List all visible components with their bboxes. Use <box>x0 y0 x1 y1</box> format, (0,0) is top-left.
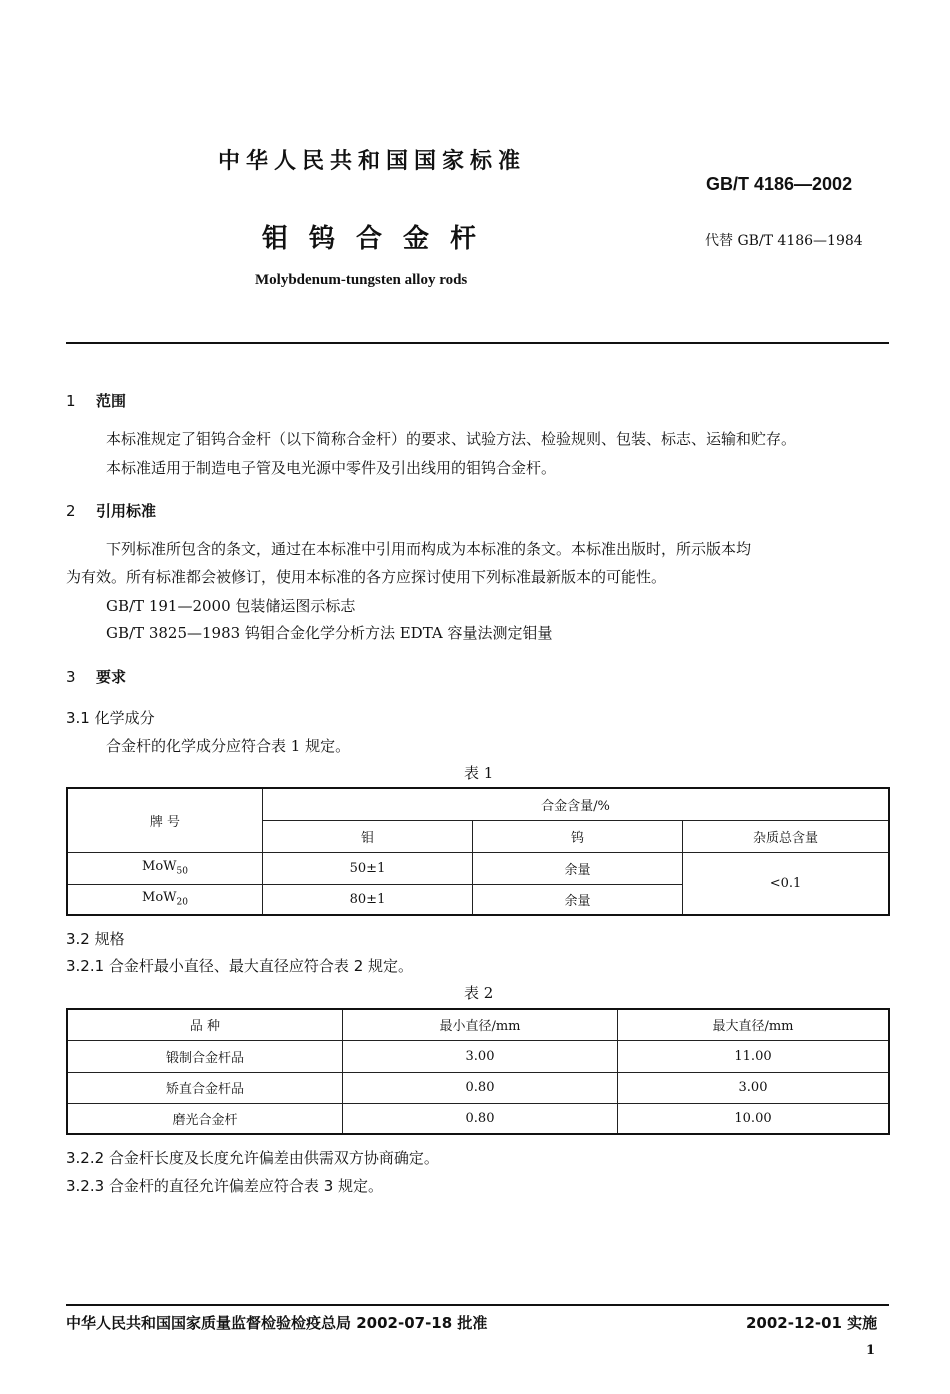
reference-item: GB/T 3825—1983 钨钼合金化学分析方法 EDTA 容量法测定钼量 <box>106 624 553 642</box>
w-cell: 余量 <box>473 852 683 884</box>
min-cell: 0.80 <box>343 1103 618 1134</box>
subsection-heading: 3.2 规格 <box>66 930 125 948</box>
section-title: 引用标准 <box>96 502 157 520</box>
section-title: 范围 <box>96 392 127 410</box>
header-divider <box>66 342 889 344</box>
impurity-cell: <0.1 <box>683 852 890 915</box>
header-variety: 品 种 <box>67 1009 343 1040</box>
document-title: 钼钨合金杆 <box>262 224 498 254</box>
section-1-heading <box>66 390 126 411</box>
min-cell: 3.00 <box>343 1040 618 1072</box>
paragraph: 合金杆的化学成分应符合表 1 规定。 <box>106 737 351 755</box>
table-row <box>67 1072 889 1103</box>
table-row <box>67 1040 889 1072</box>
subsection-heading: 3.2.3 合金杆的直径允许偏差应符合表 3 规定。 <box>66 1177 384 1195</box>
paragraph: 下列标准所包含的条文，通过在本标准中引用而构成为本标准的条文。本标准出版时，所示版本均 <box>106 540 752 558</box>
variety-cell: 矫直合金杆品 <box>67 1072 343 1103</box>
w-cell: 余量 <box>473 884 683 915</box>
page-number: 1 <box>866 1343 876 1358</box>
subsection-heading: 3.2.1 合金杆最小直径、最大直径应符合表 2 规定。 <box>66 957 414 975</box>
replaces-standard: 代替 GB/T 4186—1984 <box>705 233 863 249</box>
header-min-diameter: 最小直径/mm <box>343 1009 618 1040</box>
subsection-heading: 3.2.2 合金杆长度及长度允许偏差由供需双方协商确定。 <box>66 1149 439 1167</box>
section-title: 要求 <box>96 668 127 686</box>
header-w: 钨 <box>473 820 683 852</box>
header-max-diameter: 最大直径/mm <box>618 1009 890 1040</box>
paragraph: 本标准规定了钼钨合金杆（以下简称合金杆）的要求、试验方法、检验规则、包装、标志、运输和贮存。 <box>106 430 797 448</box>
reference-item: GB/T 191—2000 包装储运图示标志 <box>106 597 356 615</box>
grade-cell: MoW$_{20}$ <box>67 884 263 915</box>
section-number: 1 <box>66 392 76 410</box>
paragraph: 本标准适用于制造电子管及电光源中零件及引出线用的钼钨合金杆。 <box>106 459 557 477</box>
table-row <box>67 852 889 884</box>
table-2 <box>66 1008 890 1135</box>
section-number: 2 <box>66 502 76 520</box>
header-grade: 牌 号 <box>67 788 263 852</box>
footer-divider <box>66 1304 889 1306</box>
grade-cell: MoW$_{50}$ <box>67 852 263 884</box>
standard-number: GB/T 4186—2002 <box>706 174 853 194</box>
implementation-date: 2002-12-01 实施 <box>746 1314 878 1332</box>
max-cell: 11.00 <box>618 1040 890 1072</box>
mo-cell: 50±1 <box>263 852 473 884</box>
subsection-heading: 3.1 化学成分 <box>66 709 155 727</box>
table-1 <box>66 787 890 916</box>
variety-cell: 锻制合金杆品 <box>67 1040 343 1072</box>
standard-category: 中华人民共和国国家标准 <box>218 149 527 174</box>
variety-cell: 磨光合金杆 <box>67 1103 343 1134</box>
max-cell: 3.00 <box>618 1072 890 1103</box>
paragraph: 为有效。所有标准都会被修订，使用本标准的各方应探讨使用下列标准最新版本的可能性。 <box>66 568 667 586</box>
table-1-caption: 表 1 <box>464 764 494 782</box>
header-impurity: 杂质总含量 <box>683 820 890 852</box>
approval-line: 中华人民共和国国家质量监督检验检疫总局 2002-07-18 批准 <box>66 1314 488 1332</box>
table-2-caption: 表 2 <box>464 984 494 1002</box>
table-row <box>67 1103 889 1134</box>
header-mo: 钼 <box>263 820 473 852</box>
max-cell: 10.00 <box>618 1103 890 1134</box>
section-number: 3 <box>66 668 76 686</box>
min-cell: 0.80 <box>343 1072 618 1103</box>
mo-cell: 80±1 <box>263 884 473 915</box>
header-alloy-content: 合金含量/% <box>263 788 890 820</box>
section-3-heading <box>66 666 126 687</box>
english-title: Molybdenum-tungsten alloy rods <box>255 272 468 288</box>
section-2-heading <box>66 500 156 521</box>
